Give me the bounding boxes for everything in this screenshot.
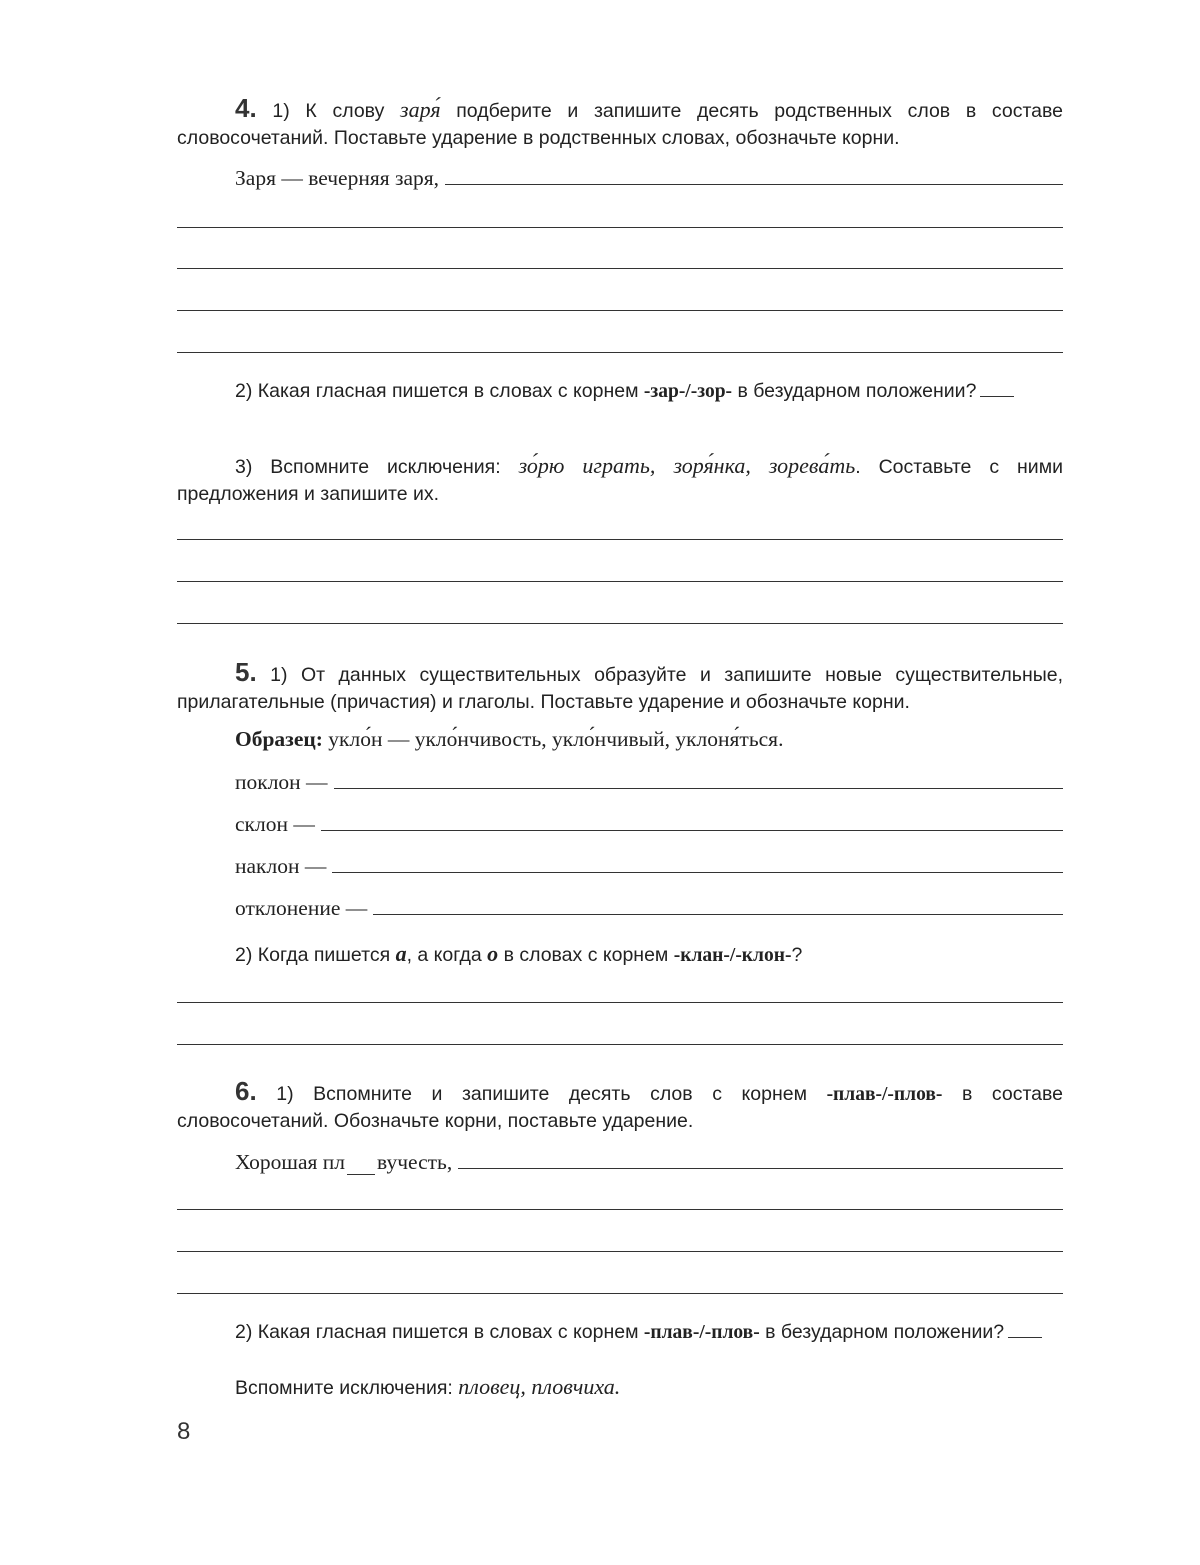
ex6-exceptions: Вспомните исключения: пловец, пловчиха. — [235, 1374, 621, 1399]
ex4-question-2: 2) Какая гласная пишется в словах с корнем -зар-/-зор- в безударном положении? — [177, 378, 1063, 405]
ex5-row: наклон — — [235, 851, 1063, 879]
ex4-answer-line[interactable] — [177, 539, 1063, 540]
ex4-answer-line[interactable] — [177, 310, 1063, 311]
ex6-answer-line[interactable] — [177, 1293, 1063, 1294]
ex5-answer-line[interactable] — [332, 872, 1063, 873]
ex4-exceptions: зо́рю играть, зоря́нка, зорева́ть — [518, 453, 856, 478]
ex6-letter-blank[interactable] — [347, 1173, 375, 1175]
ex4-answer-line[interactable] — [177, 227, 1063, 228]
ex4-answer-line[interactable] — [177, 268, 1063, 269]
ex4-start-text: Заря — вечерняя заря, — [235, 166, 440, 190]
ex5-question-2: 2) Когда пишется а, а когда о в словах с корнем -клан-/-клон-? — [235, 941, 803, 966]
ex4-number: 4. — [235, 93, 257, 123]
ex5-intro: 5. 1) От данных существительных образуйте и запишите новые существительные, прилагательные (причастия) и глаголы. Поставьте ударение и обозначьте корни. — [177, 657, 1063, 713]
ex5-answer-line[interactable] — [321, 830, 1063, 831]
ex5-sample-label: Образец: — [235, 727, 323, 751]
ex5-answer-line[interactable] — [177, 1002, 1063, 1003]
ex6-vowel-blank[interactable] — [1008, 1336, 1042, 1338]
ex5-row: склон — — [235, 809, 1063, 837]
ex5-answer-line[interactable] — [334, 788, 1063, 789]
ex5-sample — [235, 727, 783, 752]
ex5-number: 5. — [235, 657, 257, 687]
ex4-intro: 4. 1) К слову заря́ подберите и запишите десять родственных слов в составе словосочетаний. Поставьте ударение в родственных словах, обозначьте корни. — [177, 93, 1063, 149]
ex6-start-row: Хорошая пл вучесть, — [235, 1147, 1063, 1175]
ex6-number: 6. — [235, 1076, 257, 1106]
ex5-sample-text: укло́н — укло́нчивость, укло́нчивый, уклоня́ться. — [328, 727, 784, 751]
ex6-answer-line[interactable] — [458, 1168, 1063, 1169]
page-number: 8 — [177, 1418, 191, 1445]
ex5-row: отклонение — — [235, 893, 1063, 921]
ex4-answer-line[interactable] — [445, 184, 1063, 185]
ex4-answer-line[interactable] — [177, 352, 1063, 353]
ex4-question-3: 3) Вспомните исключения: зо́рю играть, зоря́нка, зорева́ть. Составьте с ними предложения и запишите их. — [177, 453, 1064, 505]
ex4-vowel-blank[interactable] — [980, 395, 1014, 397]
ex6-answer-line[interactable] — [177, 1209, 1063, 1210]
ex4-word: заря́ — [400, 97, 441, 122]
ex5-answer-line[interactable] — [373, 914, 1063, 915]
ex6-question-2: 2) Какая гласная пишется в словах с корнем -плав-/-плов- в безударном положении? — [177, 1319, 1063, 1346]
ex5-answer-line[interactable] — [177, 1044, 1063, 1045]
ex6-intro: 6. 1) Вспомните и запишите десять слов с корнем -плав-/-плов- в составе словосочетаний. Обозначьте корни, поставьте ударение. — [177, 1076, 1063, 1132]
ex4-answer-line[interactable] — [177, 623, 1063, 624]
ex4-start-row — [235, 163, 1063, 191]
ex4-answer-line[interactable] — [177, 581, 1063, 582]
ex6-answer-line[interactable] — [177, 1251, 1063, 1252]
ex5-row: поклон — — [235, 767, 1063, 795]
